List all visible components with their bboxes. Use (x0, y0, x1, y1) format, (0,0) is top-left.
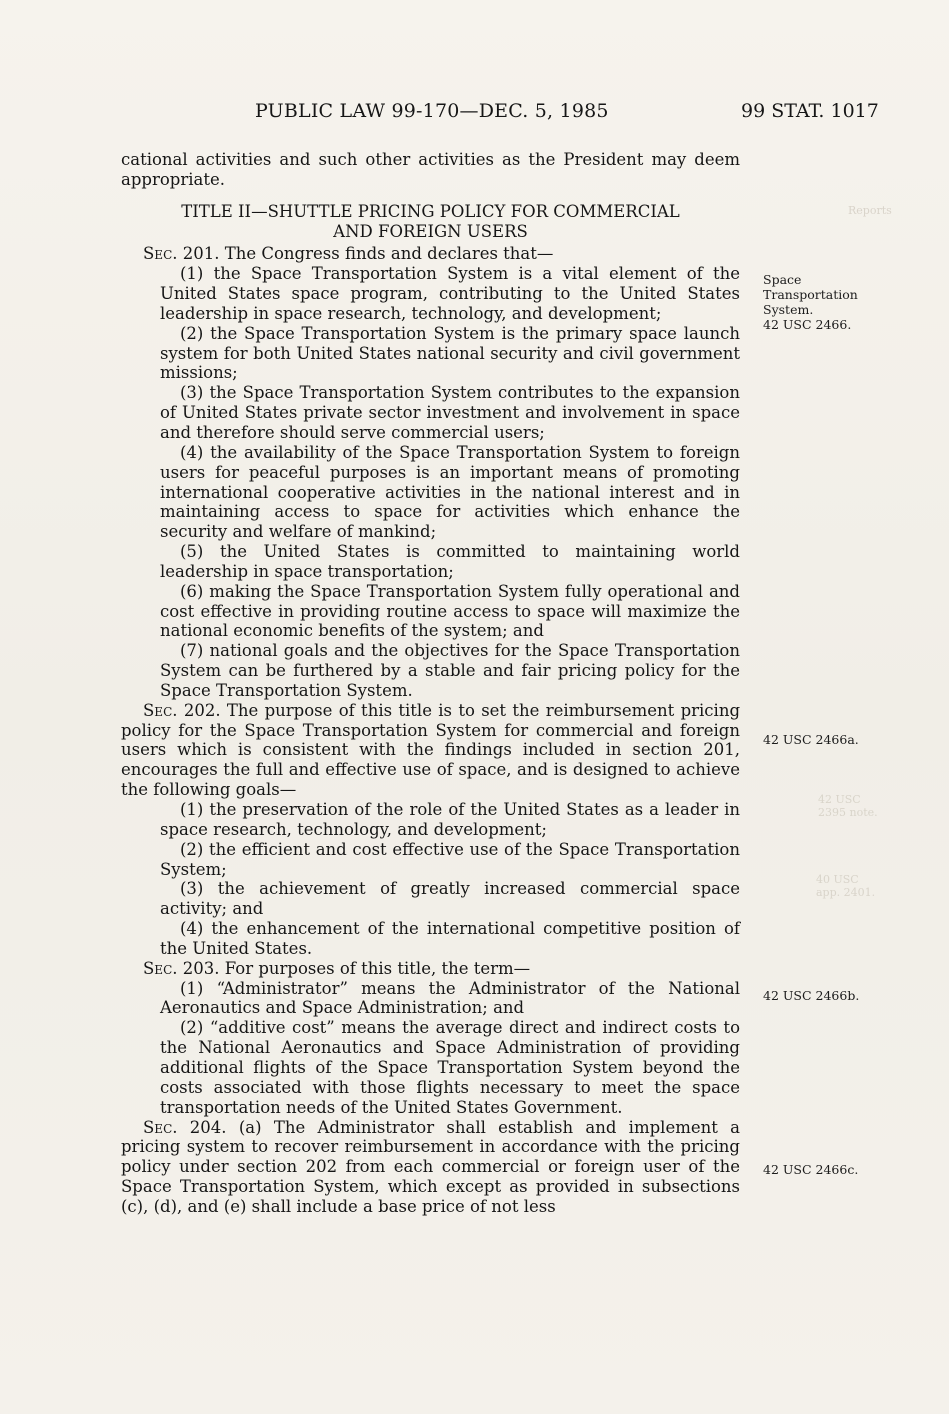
margin-note-usc-2466c: 42 USC 2466c. (763, 1162, 859, 1177)
section-201-item: (7) national goals and the objectives for the Space Transportation System can be furthered by a stable and fair pricing policy for the Space Transportation System. (160, 641, 740, 700)
section-201-item: (1) the Space Transportation System is a vital element of the United States space program, contributing to the United States leadership in space research, technology, and development; (160, 264, 740, 323)
bleed-through-usc-app: 40 USC app. 2401. (816, 873, 876, 899)
section-204-intro-text: 204. (a) The Administrator shall establish and implement a pricing system to recover reimbursement in accordance with the pricing policy under section 202 from each commercial or foreign user of the Space Transportation System, which except as provided in subsections (c), (d), and (e) shall include a base price of not less (121, 1117, 740, 1216)
section-202-item: (2) the efficient and cost effective use of the Space Transportation System; (160, 839, 740, 879)
section-201-item: (4) the availability of the Space Transportation System to foreign users for peaceful purposes is an important means of promoting international cooperative activities in the national interest and in maintaining access to space for activities which enhance the security and welfare of mankind; (160, 442, 740, 542)
section-203-item: (1) “Administrator” means the Administrator of the National Aeronautics and Space Administration; and (160, 978, 740, 1018)
section-204-intro (121, 1118, 740, 1217)
margin-note-line: System. (763, 302, 814, 317)
title-heading-line-2: AND FOREIGN USERS (333, 221, 528, 241)
section-label: Sec. (143, 700, 178, 720)
bleed-through-reports: Reports (848, 204, 892, 217)
margin-note-line: Transportation (763, 287, 858, 302)
section-203-item: (2) “additive cost” means the average direct and indirect costs to the National Aeronautics and Space Administration of providing additional flights of the Space Transportation System beyond the costs associated with those flights necessary to meet the space transportation needs of the United States Government. (160, 1018, 740, 1117)
section-201-item: (2) the Space Transportation System is the primary space launch system for both United States national security and civil government missions; (160, 323, 740, 383)
section-202-intro-text: 202. The purpose of this title is to set the reimbursement pricing policy for the Space Transportation System for commercial and foreign users which is consistent with the findings included in section 201, encourages the full and effective use of space, and is designed to achieve the following goals— (121, 700, 741, 800)
section-202-item: (3) the achievement of greatly increased commercial space activity; and (160, 879, 740, 919)
page-header-title: PUBLIC LAW 99-170—DEC. 5, 1985 (255, 100, 609, 122)
section-203-intro-text: 203. For purposes of this title, the term— (182, 958, 531, 978)
section-201-intro (121, 244, 740, 264)
margin-note-line: 42 USC 2466. (763, 317, 852, 332)
margin-note-usc-2466a: 42 USC 2466a. (763, 732, 859, 747)
section-201-item: (5) the United States is committed to maintaining world leadership in space transportation; (160, 542, 740, 581)
section-201-item: (6) making the Space Transportation System fully operational and cost effective in providing routine access to space will maximize the national economic benefits of the system; and (160, 581, 740, 641)
continuation-paragraph: cational activities and such other activities as the President may deem appropriate. (121, 150, 740, 189)
body-text (121, 150, 740, 1217)
margin-note-line: Space (763, 272, 802, 287)
section-201-item: (3) the Space Transportation System contributes to the expansion of United States private sector investment and involvement in space and therefore should serve commercial users; (160, 383, 740, 442)
section-202-item: (1) the preservation of the role of the United States as a leader in space research, technology, and development; (160, 800, 740, 839)
section-203-intro (121, 959, 740, 979)
section-202-intro (121, 701, 740, 800)
section-label: Sec. (143, 244, 178, 264)
section-label: Sec. (143, 1117, 178, 1137)
title-heading-line-1: TITLE II—SHUTTLE PRICING POLICY FOR COMMERCIAL (181, 201, 680, 221)
section-label: Sec. (143, 958, 178, 978)
section-202-item: (4) the enhancement of the international competitive position of the United States. (160, 919, 740, 958)
page-header (0, 100, 949, 132)
section-201-intro-text: 201. The Congress finds and declares that— (182, 244, 554, 264)
title-heading (121, 202, 740, 242)
page-header-stat: 99 STAT. 1017 (741, 100, 879, 122)
margin-note-space-transportation (763, 272, 858, 332)
margin-note-usc-2466b: 42 USC 2466b. (763, 988, 860, 1003)
bleed-through-usc-2395: 42 USC 2395 note. (818, 793, 878, 819)
